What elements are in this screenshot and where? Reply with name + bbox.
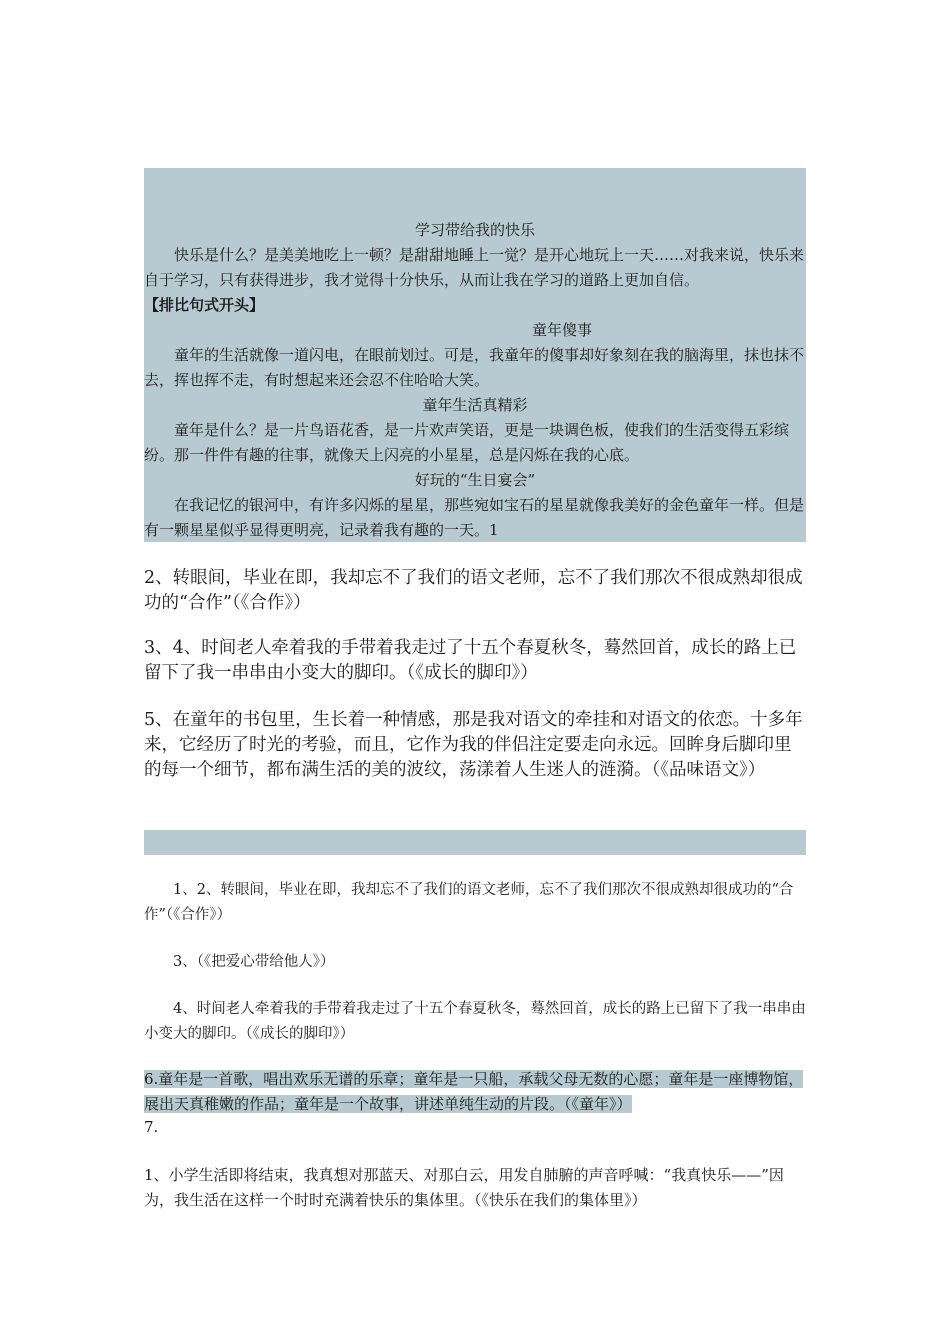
shaded-excerpt-block — [144, 168, 806, 542]
essay-paragraph: 在我记忆的银河中，有许多闪烁的星星，那些宛如宝石的星星就像我美好的金色童年一样。但是有一颗星星似乎显得更明亮，记录着我有趣的一天。1 — [144, 496, 805, 539]
shaded-divider — [144, 830, 806, 855]
essay-title: 童年傻事 — [532, 321, 593, 339]
essay-title: 好玩的“生日宴会” — [414, 471, 536, 489]
list-item-number: 7. — [144, 1118, 159, 1136]
essay-paragraph: 童年的生活就像一道闪电，在眼前划过。可是，我童年的傻事却好象刻在我的脑海里，抹也抹不去，挥也挥不走，有时想起来还会忍不住哈哈大笑。 — [144, 346, 805, 389]
essay-title: 童年生活真精彩 — [422, 396, 528, 414]
list-item: 5、在童年的书包里，生长着一种情感，那是我对语文的牵挂和对语文的依恋。十多年来，它经历了时光的考验，而且，它作为我的伴侣注定要走向永远。回眸身后脚印里的每一个细节，都布满生活的美的波纹，荡漾着人生迷人的涟漪。（《品味语文》） — [144, 710, 803, 780]
list-item: 2、转眼间，毕业在即，我却忘不了我们的语文老师，忘不了我们那次不很成熟却很成功的“合作”（《合作》） — [144, 568, 803, 613]
list-item: 3、（《把爱心带给他人》） — [173, 954, 335, 970]
essay-paragraph: 童年是什么？是一片鸟语花香，是一片欢声笑语，更是一块调色板，使我们的生活变得五彩缤纷。那一件件有趣的往事，就像天上闪亮的小星星，总是闪烁在我的心底。 — [144, 421, 790, 464]
highlighted-list-item — [144, 1067, 806, 1117]
list-item: 1、小学生活即将结束，我真想对那蓝天、对那白云，用发自肺腑的声音呼喊：“我真快乐——”因为，我生活在这样一个时时充满着快乐的集体里。（《快乐在我们的集体里》） — [144, 1166, 784, 1209]
list-item: 3、4、时间老人牵着我的手带着我走过了十五个春夏秋冬，蓦然回首，成长的路上已留下了我一串串由小变大的脚印。（《成长的脚印》） — [144, 638, 797, 683]
essay-title: 学习带给我的快乐 — [414, 221, 535, 239]
essay-paragraph: 快乐是什么？是美美地吃上一顿？是甜甜地睡上一觉？是开心地玩上一天……对我来说，快乐来自于学习，只有获得进步，我才觉得十分快乐，从而让我在学习的道路上更加自信。 — [144, 246, 805, 289]
highlight-text: 6.童年是一首歌，唱出欢乐无谱的乐章；童年是一只船，承载父母无数的心愿；童年是一座博物馆，展出天真稚嫩的作品；童年是一个故事，讲述单纯生动的片段。（《童年》） — [144, 1070, 804, 1113]
annotation-note: 【排比句式开头】 — [144, 296, 265, 314]
list-item: 1、2、转眼间，毕业在即，我却忘不了我们的语文老师，忘不了我们那次不很成熟却很成功的“合作”（《合作》） — [144, 882, 794, 923]
list-item: 4、时间老人牵着我的手带着我走过了十五个春夏秋冬，蓦然回首，成长的路上已留下了我一串串由小变大的脚印。（《成长的脚印》） — [144, 1001, 806, 1042]
